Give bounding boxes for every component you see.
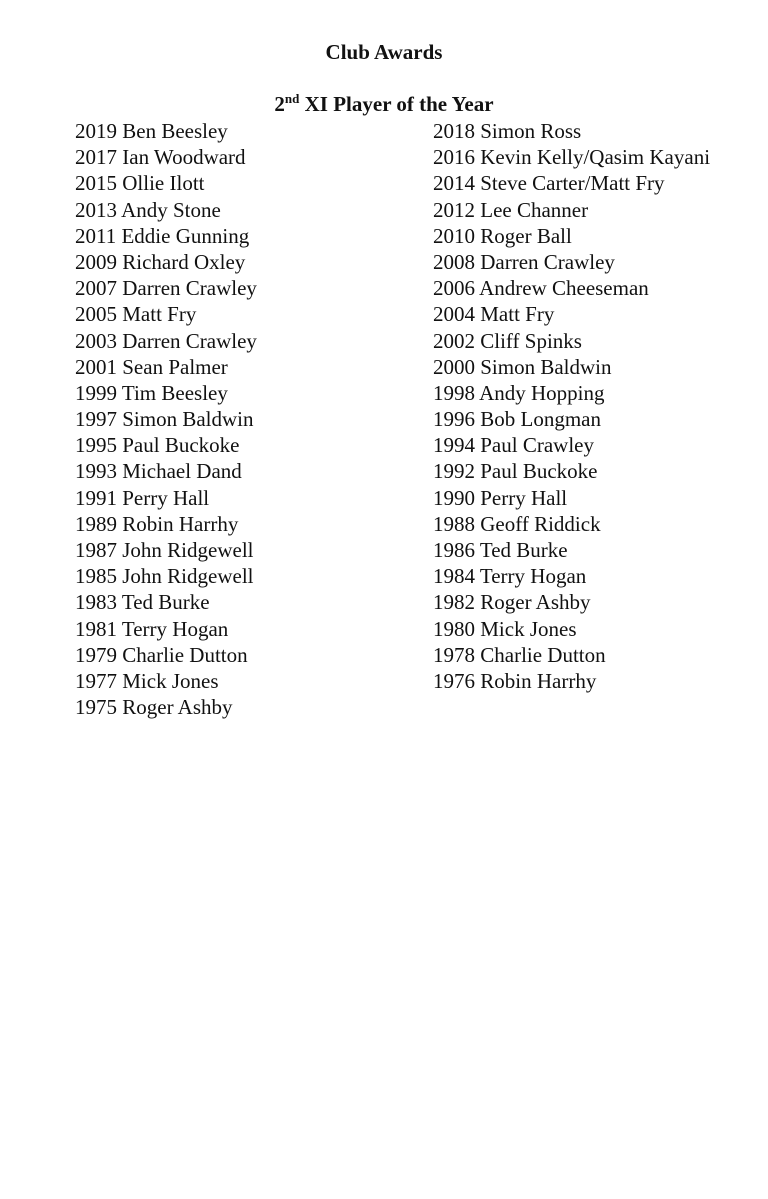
award-entry: 1985 John Ridgewell	[75, 564, 254, 589]
award-entry: 2019 Ben Beesley	[75, 119, 228, 143]
award-entry: 1992 Paul Buckoke	[433, 459, 598, 484]
award-entry: 2014 Steve Carter/Matt Fry	[433, 171, 665, 196]
award-entry: 2005 Matt Fry	[75, 302, 197, 327]
award-entry: 2015 Ollie Ilott	[75, 171, 205, 196]
award-entry: 1983 Ted Burke	[75, 590, 210, 615]
award-entry: 2007 Darren Crawley	[75, 276, 257, 301]
award-entry: 1994 Paul Crawley	[433, 433, 594, 458]
award-entry: 1988 Geoff Riddick	[433, 511, 601, 536]
awards-right-column	[433, 118, 710, 694]
award-entry: 1986 Ted Burke	[433, 538, 568, 562]
award-entry: 1977 Mick Jones	[75, 668, 219, 693]
award-entry: 1981 Terry Hogan	[75, 616, 229, 641]
section-heading	[0, 90, 768, 118]
award-entry: 2012 Lee Channer	[433, 197, 589, 222]
award-entry: 1995 Paul Buckoke	[75, 433, 240, 458]
award-entry: 2010 Roger Ball	[433, 223, 572, 248]
award-entry: 1990 Perry Hall	[433, 485, 568, 510]
award-entry: 1979 Charlie Dutton	[75, 642, 248, 667]
award-entry: 2000 Simon Baldwin	[433, 354, 612, 379]
awards-left-column	[75, 118, 257, 720]
page-title: Club Awards	[325, 40, 443, 64]
award-entry: 2003 Darren Crawley	[75, 328, 257, 353]
award-entry: 1980 Mick Jones	[433, 616, 577, 641]
award-entry: 1997 Simon Baldwin	[75, 407, 254, 432]
award-entry: 2017 Ian Woodward	[75, 145, 246, 170]
award-entry: 2004 Matt Fry	[433, 302, 555, 327]
award-entry: 1998 Andy Hopping	[433, 380, 605, 405]
award-entry: 1991 Perry Hall	[75, 485, 210, 510]
award-entry: 2006 Andrew Cheeseman	[433, 276, 649, 301]
award-entry: 1984 Terry Hogan	[433, 564, 587, 589]
award-entry: 1993 Michael Dand	[75, 459, 242, 484]
heading-ordinal-suffix: nd	[284, 91, 300, 106]
award-entry: 2001 Sean Palmer	[75, 354, 228, 379]
award-entry: 2018 Simon Ross	[433, 119, 582, 143]
heading-text: XI Player of the Year	[299, 92, 494, 116]
award-entry: 2016 Kevin Kelly/Qasim Kayani	[433, 145, 711, 170]
award-entry: 2009 Richard Oxley	[75, 249, 246, 274]
award-entry: 2008 Darren Crawley	[433, 249, 615, 274]
award-entry: 1987 John Ridgewell	[75, 538, 254, 562]
award-entry: 2013 Andy Stone	[75, 197, 221, 222]
award-entry: 1978 Charlie Dutton	[433, 642, 606, 667]
award-entry: 1982 Roger Ashby	[433, 590, 591, 615]
award-entry: 1996 Bob Longman	[433, 407, 601, 432]
award-entry: 1999 Tim Beesley	[75, 380, 228, 405]
award-entry: 2002 Cliff Spinks	[433, 328, 582, 353]
award-entry: 1989 Robin Harrhy	[75, 511, 239, 536]
award-entry: 2011 Eddie Gunning	[75, 223, 250, 248]
award-entry: 1976 Robin Harrhy	[433, 668, 597, 693]
heading-number: 2	[274, 92, 285, 116]
award-entry: 1975 Roger Ashby	[75, 695, 233, 720]
